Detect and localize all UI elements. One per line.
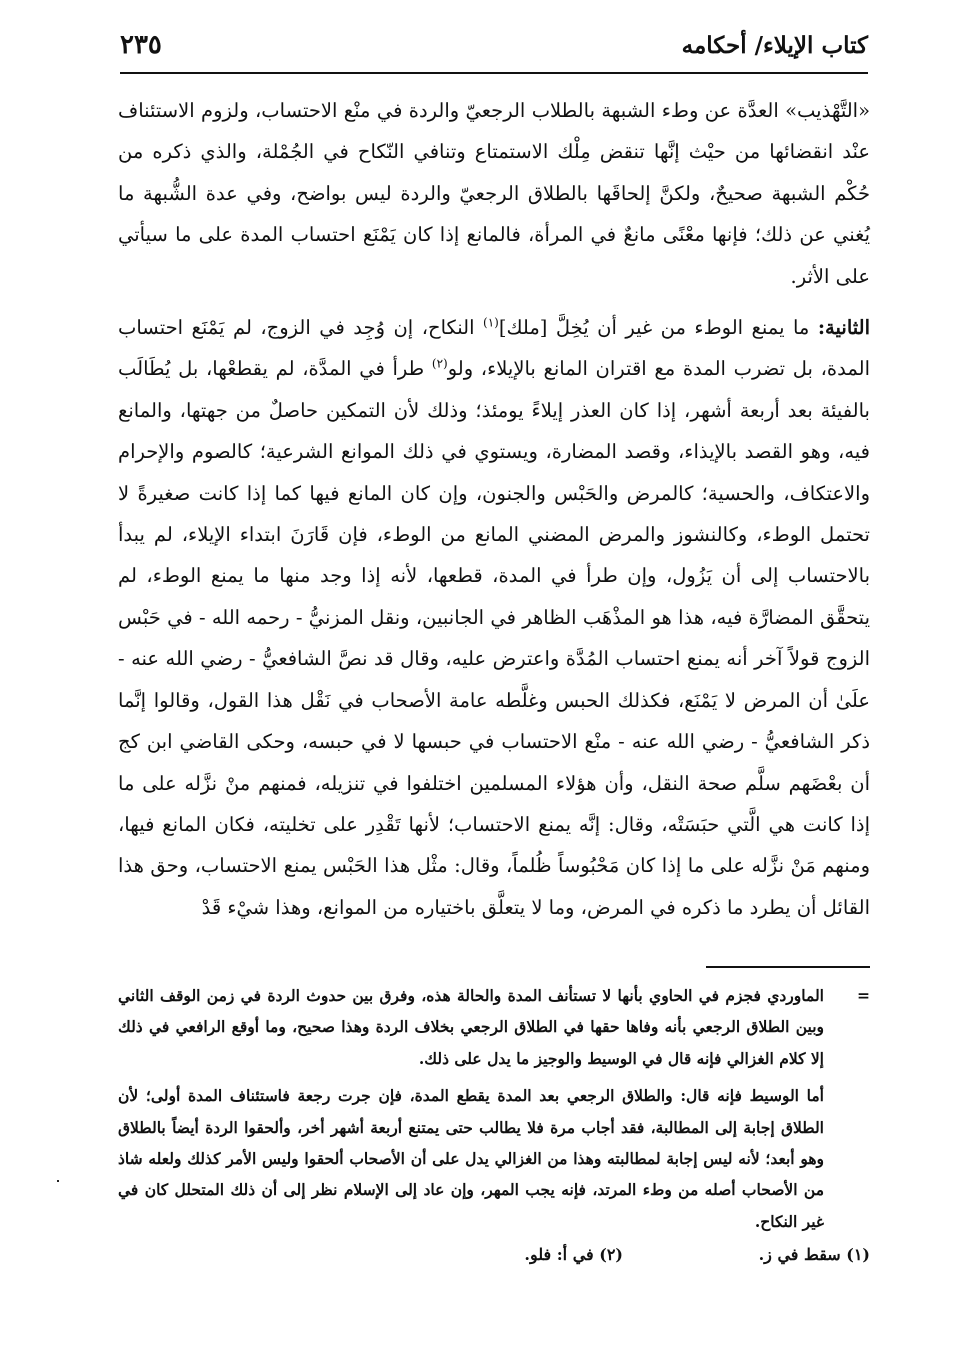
footnote-continuation-p1: الماوردي فجزم في الحاوي بأنها لا تستأنف المدة والحالة هذه، وفرق بين حدوث الردة في زمن الوقف الثاني وبين الطلاق الرجعي بأنه وفاها حقها في الطلاق الرجعي بخلاف الردة وهذا صحيح، وما أوقع الرافعي في ذلك إلا كلام الغزالي فإنه قال في الوسيط والوجيز ما يدل على ذلك.	[118, 986, 824, 1068]
scan-speck	[57, 1180, 59, 1182]
footnote-1: (١) سقط في ز.	[758, 1245, 870, 1264]
paragraph-2	[118, 307, 870, 928]
paragraph-2-part-a: ما يمنع الوطء من غير أن يُخِلَّ [ملك]	[498, 316, 810, 340]
footnote-ref-1: (١)	[483, 315, 499, 330]
paragraph-2-part-b: النكاح، إن وُجِد في الزوج، لم يَمْنَع احتساب المدة، بل تضرب المدة مع اقتران المانع بالإيلاء، ولو	[118, 316, 870, 381]
main-text	[118, 90, 870, 928]
footnote-list	[118, 1240, 870, 1270]
running-header	[120, 28, 868, 74]
paragraph-2-part-c: طرأ في المدَّة، لم يقطعْها، بل يُطَالَب بالفيئة بعد أربعة أشهر، إذا كان العذر إيلاءً يومئذ؛ وذلك لأن التمكين حاصلٌ من جهتها، والمانع فيه، وهو القصد بالإيذاء، وقصد المضارة، ويستوي في ذلك الموانع الشرعية؛ كالصوم والإحرام والاعتكاف، والحسية؛ كالمرض والحَبْس والجنون، وإن كان المانع فيها كما إذا كانت صغيرةً لا تحتمل الوطء، وكالنشوز والمرض المضني المانع من الوطء، فإن قَارَنَ ابتداء الإيلاء، لم يبدأ بالاحتساب إلى أن يَزُول، وإن طرأ في المدة، قطعها، لأنه إذا وجد منها ما يمنع الوطء، لم يتحقَّق المضارَّة فيه، هذا هو المذْهَب الظاهر في الجانبين، ونقل المزنيُّ - رحمه الله - في حَبْس الزوج قولاً آخر أنه يمنع احتساب المُدَّة واعترض عليه، وقال قد نصَّ الشافعيُّ - رضي الله عنه - علَىٰ أن المرض لا يَمْنَع، فكذلك الحبس وغلَّطه عامة الأصحاب في نَقْل هذا القول، وقالوا إنَّما ذكر الشافعيُّ - رضي الله عنه - منْع الاحتساب في حبسها لا في حبسه، وحكى القاضي ابن كج أن بعْضَهم سلَّم صحة النقل، وأن هؤلاء المسلمين اختلفوا في تنزيله، فمنهم منْ نزَّله على ما إذا كانت هي الَّتي حبَسَتْه، وقال: إنَّه يمنع الاحتساب؛ لأنها تَقْدِر على تخليته، فكان المانع فيها، ومنهم مَنْ نزَّله على ما إذا كان مَحْبُوساً ظُلماً، وقال: مثْل هذا الحَبْس يمنع الاحتساب، وحق هذا القائل أن يطرد ما ذكره في المرض، وما لا يتعلَّق باختياره من الموانع، وهذا شيْء قَدْ	[118, 357, 870, 919]
paragraph-1: «التَّهْذيب» العدَّة عن وطء الشبهة بالطلاب الرجعيّ والردة في منْع الاحتساب، ولزوم الاستئناف عنْد انقضائها من حيْث إنَّها تنقض مِلْك الاستمتاع وتنافي النّكاح في الجُمْلة، والذي ذكره من حُكْم الشبهة صحيحٌ، ولكنَّ إلحاقَها بالطلاق الرجعيّ والردة ليس بواضح، وفي عدة الشُّبهة ما يُغني عن ذلك؛ فإنها معْنًى مانعٌ في المرأة، فالمانع إذا كان يَمْنَع احتساب المدة على ما سيأتي على الأثر.	[118, 99, 870, 288]
footnotes-continuation	[118, 980, 870, 1237]
footnote-continuation-p2: أما الوسيط فإنه قال: والطلاق الرجعي بعد المدة يقطع المدة، فإن جرت رجعة فاستئناف المدة أولى؛ لأن الطلاق إجابة إلى المطالبة، فقد أجاب مرة فلا يطالب حتى يمتنع أربعة أشهر أخر، وألحقوا الردة أيضاً بالطلاق وهو أبعد؛ لأنه ليس إجابة لمطالبته وهذا من الغزالي يدل على أن الأصحاب ألحقوا وليس الأمر كذلك ولعله شاذ من الأصحاب أصله من وطء المرتد، فإنه يجب المهر، وإن عاد إلى الإسلام نظر إلى أن ذلك المتحلل كان في غير النكاح.	[118, 1086, 824, 1231]
paragraph-2-lead: الثانية:	[817, 316, 871, 340]
chapter-title: كتاب الإيلاء/ أحكامه	[681, 32, 868, 59]
footnote-separator	[706, 966, 870, 968]
footnote-ref-2: (٢)	[431, 356, 448, 371]
footnote-2: (٢) في أ: فلو.	[524, 1245, 623, 1264]
page-number: ٢٣٥	[120, 30, 162, 60]
continuation-marker: =	[857, 986, 870, 1005]
